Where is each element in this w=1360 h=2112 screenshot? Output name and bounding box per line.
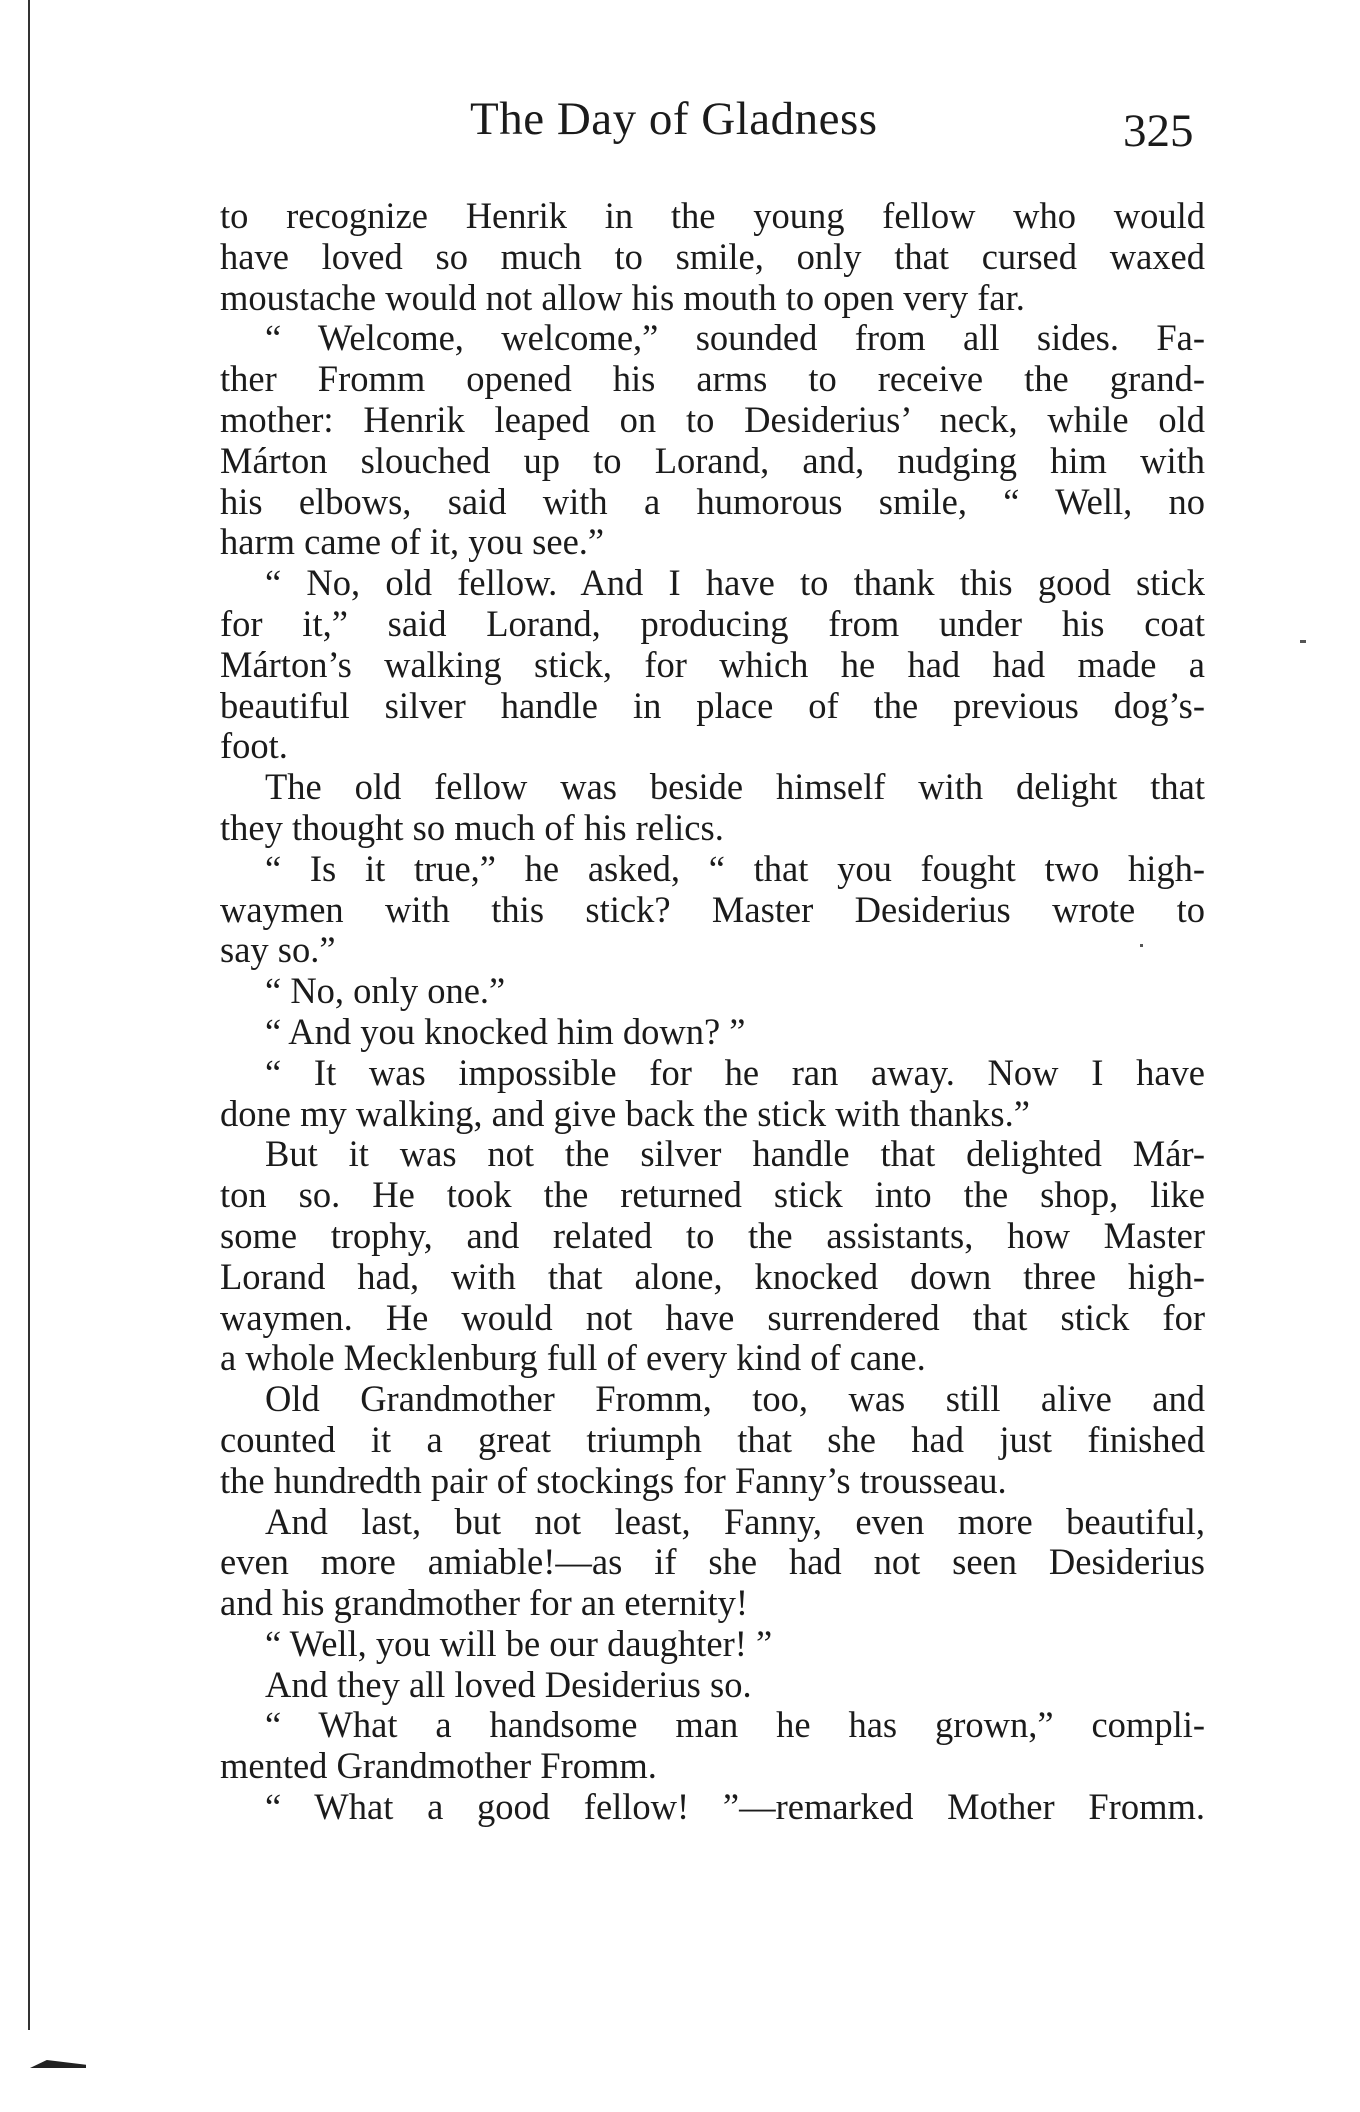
- text-line: say so.”: [220, 929, 336, 971]
- text-line: “ Welcome, welcome,” sounded from all sides. Fa-: [265, 317, 1205, 359]
- text-line: “ No, only one.”: [265, 970, 506, 1012]
- spine-mark: [30, 2060, 86, 2068]
- text-line: “ It was impossible for he ran away. Now I have: [265, 1051, 1205, 1093]
- text-line: the hundredth pair of stockings for Fanny’s trousseau.: [220, 1459, 1007, 1501]
- text-line: foot.: [220, 725, 288, 767]
- text-line: Márton’s walking stick, for which he had had made a: [220, 643, 1205, 685]
- text-line: have loved so much to smile, only that cursed waxed: [220, 235, 1205, 277]
- body-text: [220, 196, 1205, 1828]
- text-line: harm came of it, you see.”: [220, 521, 605, 563]
- paper-speck: [1300, 640, 1306, 643]
- text-line: waymen with this stick? Master Desiderius wrote to: [220, 888, 1205, 930]
- text-line: “ Well, you will be our daughter! ”: [265, 1622, 773, 1664]
- text-line: “ And you knocked him down? ”: [265, 1010, 746, 1052]
- text-line: to recognize Henrik in the young fellow who would: [220, 195, 1205, 236]
- text-line: Lorand had, with that alone, knocked down three high-: [220, 1255, 1205, 1297]
- paper-speck: [1140, 944, 1143, 947]
- text-line: counted it a great triumph that she had just finished: [220, 1418, 1205, 1460]
- text-line: And last, but not least, Fanny, even more beautiful,: [265, 1500, 1205, 1542]
- text-line: But it was not the silver handle that delighted Már-: [265, 1133, 1205, 1175]
- text-line: beautiful silver handle in place of the previous dog’s-: [220, 684, 1205, 726]
- text-line: mother: Henrik leaped on to Desiderius’ neck, while old: [220, 398, 1205, 440]
- text-line: moustache would not allow his mouth to open very far.: [220, 276, 1025, 318]
- text-line: even more amiable!—as if she had not seen Desiderius: [220, 1541, 1205, 1583]
- text-line: done my walking, and give back the stick with thanks.”: [220, 1092, 1030, 1134]
- text-line: “ What a good fellow! ”—remarked Mother Fromm.: [265, 1786, 1205, 1828]
- text-line: and his grandmother for an eternity!: [220, 1582, 749, 1624]
- text-line: “ Is it true,” he asked, “ that you fought two high-: [265, 847, 1205, 889]
- text-line: “ What a handsome man he has grown,” compli-: [265, 1704, 1205, 1746]
- text-line: a whole Mecklenburg full of every kind of cane.: [220, 1337, 926, 1379]
- text-line: ther Fromm opened his arms to receive the grand-: [220, 358, 1205, 400]
- text-line: his elbows, said with a humorous smile, “ Well, no: [220, 480, 1205, 522]
- text-line: mented Grandmother Fromm.: [220, 1745, 657, 1787]
- text-line: for it,” said Lorand, producing from under his coat: [220, 602, 1205, 644]
- text-line: And they all loved Desiderius so.: [265, 1663, 752, 1705]
- text-line: some trophy, and related to the assistants, how Master: [220, 1214, 1205, 1256]
- text-line: they thought so much of his relics.: [220, 806, 724, 848]
- text-line: Márton slouched up to Lorand, and, nudging him with: [220, 439, 1205, 481]
- page-spine-edge: [28, 0, 30, 2030]
- text-line: ton so. He took the returned stick into the shop, like: [220, 1174, 1205, 1216]
- text-line: The old fellow was beside himself with delight that: [265, 766, 1205, 808]
- page-number: 325: [1123, 105, 1194, 157]
- text-line: waymen. He would not have surrendered that stick for: [220, 1296, 1205, 1338]
- text-line: Old Grandmother Fromm, too, was still alive and: [265, 1378, 1205, 1420]
- text-line: “ No, old fellow. And I have to thank this good stick: [265, 562, 1205, 604]
- running-head: The Day of Gladness: [470, 93, 878, 145]
